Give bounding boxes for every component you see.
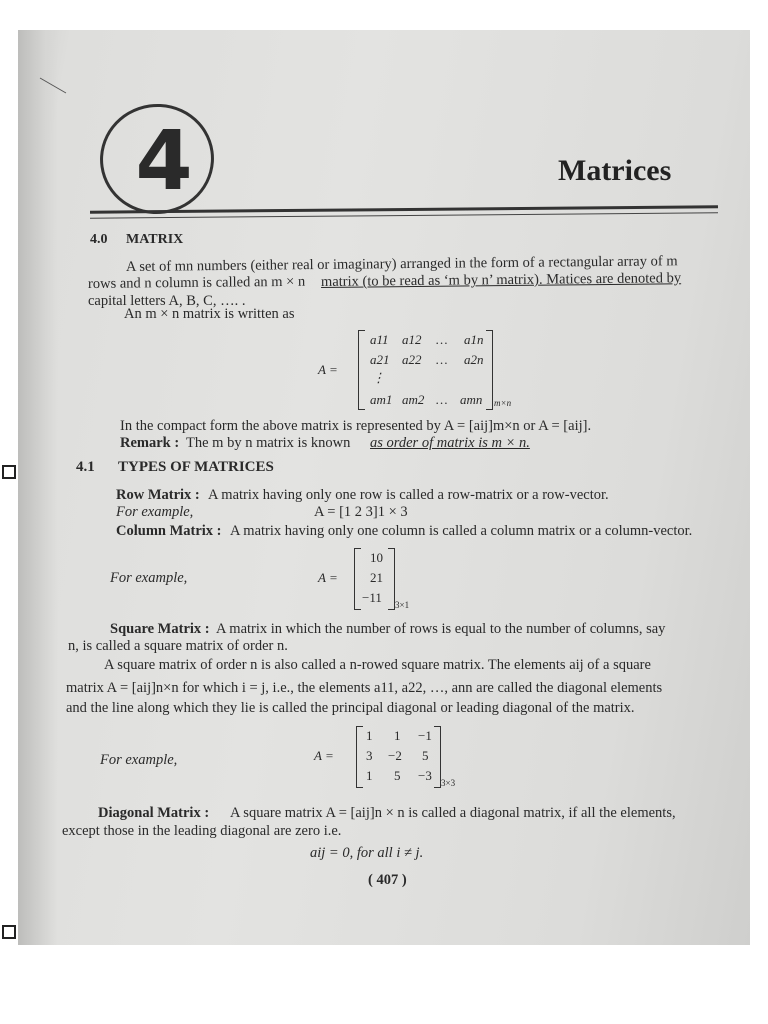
page-number: ( 407 ) <box>368 872 407 888</box>
sq-value: 5 <box>394 768 401 783</box>
square-matrix-label: Square Matrix : <box>110 621 210 637</box>
matrix-definition-line-2b: matrix (to be read as ‘m by n’ matrix). Matices are denoted by <box>320 270 682 290</box>
matrix-order-sub: m×n <box>494 398 512 408</box>
page-spine-shadow <box>18 30 58 945</box>
matrix-cell: ⋮ <box>372 370 385 385</box>
title-rule-thin <box>90 212 718 218</box>
right-bracket <box>388 548 395 610</box>
row-matrix-example-label: For example, <box>116 504 194 520</box>
section-heading-matrix: MATRIX <box>126 232 184 247</box>
matrix-cell: am1 <box>370 392 393 407</box>
sq-value: −3 <box>418 768 432 783</box>
column-matrix-example <box>318 548 418 612</box>
section-number-4-1: 4.1 <box>76 459 95 475</box>
right-bracket <box>434 726 441 788</box>
col-order-sub: 3×1 <box>395 600 410 610</box>
column-matrix-example-label: For example, <box>110 570 188 586</box>
col-lhs: A = <box>318 570 338 585</box>
sq-order-sub: 3×3 <box>441 778 456 788</box>
diagonal-matrix-text-1: A square matrix A = [aij]n × n is called a diagonal matrix, if all the elements, <box>230 805 676 821</box>
section-heading-types: TYPES OF MATRICES <box>118 459 274 475</box>
remark-text-a: The m by n matrix is known <box>186 435 351 451</box>
sq-value: 1 <box>366 728 373 743</box>
book-page <box>18 30 750 945</box>
left-bracket <box>356 726 363 788</box>
remark-text-b: as order of matrix is m × n. <box>370 435 530 451</box>
matrix-cell: … <box>436 352 448 367</box>
matrix-lhs: A = <box>318 362 338 377</box>
matrix-definition-line-2a: rows and n column is called an m × n <box>87 273 306 292</box>
checkbox-icon <box>2 465 16 479</box>
square-matrix-example <box>314 726 464 790</box>
chapter-title: Matrices <box>558 154 672 187</box>
column-matrix-text: A matrix having only one column is called a column matrix or a column-vector. <box>230 523 693 539</box>
matrix-cell: am2 <box>402 392 425 407</box>
matrix-cell: a11 <box>370 332 389 347</box>
square-matrix-text-1: A matrix in which the number of rows is equal to the number of columns, say <box>216 621 666 637</box>
row-matrix-text: A matrix having only one row is called a row-matrix or a row-vector. <box>208 487 609 503</box>
diagonal-matrix-label: Diagonal Matrix : <box>98 805 210 821</box>
matrix-cell: a22 <box>402 352 422 367</box>
general-matrix <box>318 330 518 410</box>
sq-value: 3 <box>366 748 373 763</box>
checkbox-icon <box>2 925 16 939</box>
col-value: −11 <box>362 590 382 605</box>
sq-value: 1 <box>394 728 401 743</box>
square-matrix-text-2: n, is called a square matrix of order n. <box>68 638 288 654</box>
compact-form-text: In the compact form the above matrix is represented by A = [aij]m×n or A = [aij]. <box>120 418 592 434</box>
square-para-line-2: matrix A = [aij]n×n for which i = j, i.e., the elements a11, a22, …, ann are called the diagonal elements <box>66 680 663 696</box>
sq-value: −2 <box>388 748 402 763</box>
diagonal-matrix-text-2: except those in the leading diagonal are zero i.e. <box>62 823 342 839</box>
square-example-label: For example, <box>100 752 178 768</box>
column-matrix-label: Column Matrix : <box>116 523 222 539</box>
matrix-definition-line-1: A set of mn numbers (either real or imaginary) arranged in the form of a rectangular array of m <box>125 253 678 275</box>
right-bracket <box>486 330 493 410</box>
remark-label: Remark : <box>120 435 180 451</box>
matrix-cell: … <box>436 332 448 347</box>
matrix-cell: a21 <box>370 352 390 367</box>
col-value: 21 <box>370 570 383 585</box>
left-bracket <box>358 330 365 410</box>
matrix-cell: … <box>436 392 448 407</box>
section-number-4-0: 4.0 <box>90 232 108 247</box>
sq-lhs: A = <box>314 748 334 763</box>
square-para-line-3: and the line along which they lie is called the principal diagonal or leading diagonal of the matrix. <box>66 700 635 716</box>
sq-value: 1 <box>366 768 373 783</box>
diagonal-matrix-equation: aij = 0, for all i ≠ j. <box>310 845 424 861</box>
col-value: 10 <box>370 550 383 565</box>
left-bracket <box>354 548 361 610</box>
matrix-written-as: An m × n matrix is written as <box>124 306 295 322</box>
row-matrix-label: Row Matrix : <box>116 487 200 503</box>
chapter-number: 4 <box>135 114 193 209</box>
sq-value: 5 <box>422 748 429 763</box>
matrix-cell: a1n <box>464 332 484 347</box>
row-matrix-equation: A = [1 2 3]1 × 3 <box>314 504 408 520</box>
matrix-cell: a2n <box>464 352 484 367</box>
sq-value: −1 <box>418 728 432 743</box>
matrix-cell: a12 <box>402 332 422 347</box>
square-para-line-1: A square matrix of order n is also called a n-rowed square matrix. The elements aij of a square <box>104 657 651 673</box>
matrix-cell: amn <box>460 392 483 407</box>
matrix-definition-line-3: capital letters A, B, C, …. . <box>88 293 246 309</box>
